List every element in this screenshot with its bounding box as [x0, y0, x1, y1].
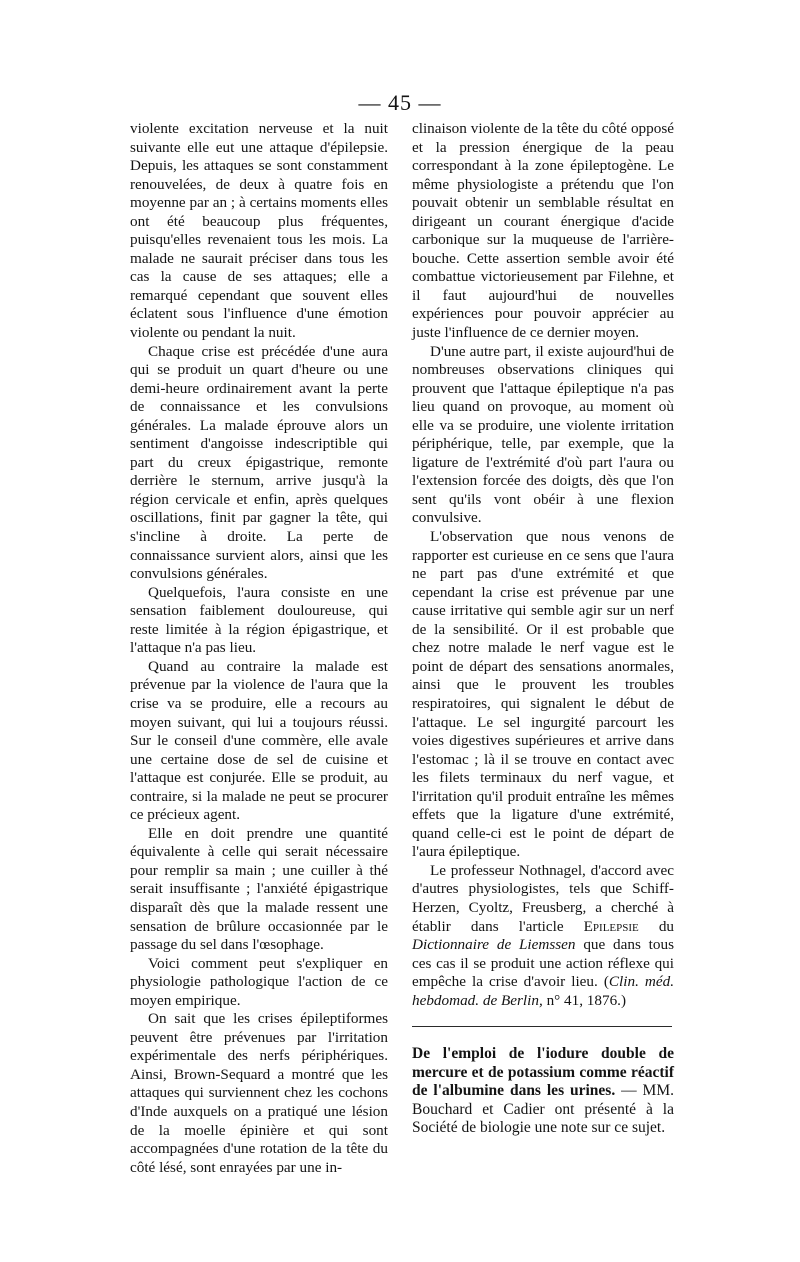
paragraph: On sait que les crises épileptiformes peuvent être prévenues par l'irritation expérimentale des nerfs périphériques. Ainsi, Brown-Sequard a montré que les attaques qui surviennent chez les cochons d'Inde auxquels on a pratiqué une lésion de la moelle épinière et qui sont accompagnées d'une rotation de la tête du côté lésé, sont enrayées par une in-: [130, 1010, 388, 1176]
paragraph: Quand au contraire la malade est prévenue par la violence de l'aura que la crise va se produire, elle a recours au moyen suivant, qui lui a toujours réussi. Sur le conseil d'une commère, elle avale une certaine dose de sel de cuisine et l'attaque est conjurée. Elle se produit, au contraire, si la malade ne peut se procurer ce précieux agent.: [130, 657, 388, 824]
paragraph: D'une autre part, il existe aujourd'hui de nombreuses observations cliniques qui prouvent que l'attaque épileptique n'a pas lieu quand on provoque, au moment où elle va se produire, une violente irritation périphérique, telle, par exemple, que la ligature de l'extrémité d'où part l'aura ou l'extension forcée des doigts, dès que l'on sent qu'ils vont obéir à une flexion convulsive.: [412, 342, 674, 527]
paragraph: violente excitation nerveuse et la nuit suivante elle eut une attaque d'épilepsie. Depuis, les attaques se sont constamment renouvelées, de deux à quatre fois en moyenne par an ; à certains moments elles ont été beaucoup plus fréquentes, puisqu'elles revenaient tous les mois. La malade ne saurait préciser dans tous les cas la cause de ses attaques; elle a remarqué cependant que souvent elles éclatent sous l'influence d'une émotion violente ou pendant la nuit.: [130, 120, 388, 342]
section-heading: [412, 1045, 674, 1138]
paragraph: Quelquefois, l'aura consiste en une sensation faiblement douloureuse, qui reste limitée à la région épigastrique, et l'attaque n'a pas lieu.: [130, 583, 388, 657]
paragraph: clinaison violente de la tête du côté opposé et la pression énergique de la peau correspondant à la zone épileptogène. Le même physiologiste a prétendu que l'on pouvait obtenir un semblable résultat en dirigeant un courant énergique d'acide carbonique sur la muqueuse de l'arrière-bouche. Cette assertion semble avoir été combattue victorieusement par Filehne, et il faut aujourd'hui de nouvelles expériences pour pouvoir apprécier au juste l'influence de ce dernier moyen.: [412, 120, 674, 342]
text-run: Le professeur Nothnagel, d'accord avec d'autres physiologistes, tels que Schiff-Herzen, Cyoltz, Freusberg, a cherché à établir dans l'article: [412, 861, 674, 935]
section-divider: [412, 1026, 672, 1027]
text-run: du: [638, 917, 675, 935]
right-column: [412, 120, 674, 1138]
paragraph: Chaque crise est précédée d'une aura qui se produit un quart d'heure ou une demi-heure ordinairement avant la perte de connaissance et les convulsions générales. La malade éprouve alors un sentiment d'angoisse indescriptible qui part du creux épigastrique, remonte derrière le sternum, arrive jusqu'à la région cervicale et enfin, après quelques oscillations, finit par gagner la tête, qui s'incline à droite. La perte de connaissance survient alors, ainsi que les convulsions générales.: [130, 342, 388, 583]
citation-source: Clin. méd. hebdomad. de Berlin,: [412, 973, 674, 1009]
text-run: n° 41, 1876.): [542, 991, 627, 1009]
left-column: [130, 120, 388, 1177]
section-heading-text: De l'emploi de l'iodure double de mercure et de potassium comme réactif de l'albumine dans les urines.: [412, 1045, 674, 1100]
section-text: — MM. Bouchard et Cadier ont présenté à la Société de biologie une note sur ce sujet.: [412, 1082, 674, 1137]
paragraph-nothnagel: [412, 862, 674, 1010]
text-run: que dans tous ces cas il se produit une action réflexe qui empêche la crise d'avoir lieu. (: [412, 936, 674, 991]
page-number: — 45 —: [358, 90, 442, 115]
paragraph: Voici comment peut s'expliquer en physiologie pathologique l'action de ce moyen empirique.: [130, 954, 388, 1009]
paragraph: L'observation que nous venons de rapporter est curieuse en ce sens que l'aura ne part pas d'une extrémité et que cependant la crise est prévenue par une cause irritative qui semble agir sur un nerf de la sensibilité. Or il est probable que chez notre malade le nerf vague est le point de départ des sensations anormales, ainsi que le prouvent les troubles respiratoires, qui signalent le début de l'attaque. Le sel ingurgité parcourt les voies digestives supérieures et arrive dans l'estomac ; là il se trouve en contact avec les filets terminaux du nerf vague, et l'irritation qu'il produit entraîne les mêmes effets que la ligature d'une extrémité, quand celle-ci est le point de départ de l'aura épileptique.: [412, 528, 674, 861]
dictionary-title: Dictionnaire de Liemssen: [412, 936, 576, 954]
small-caps-term: Epilepsie: [583, 917, 639, 935]
paragraph: Elle en doit prendre une quantité équivalente à celle qui serait nécessaire pour remplir sa main ; une cuiller à thé serait insuffisante ; l'anxiété épigastrique disparaît dès que la malade ressent une sensation de brûlure occasionnée par le passage du sel dans l'œsophage.: [130, 824, 388, 954]
